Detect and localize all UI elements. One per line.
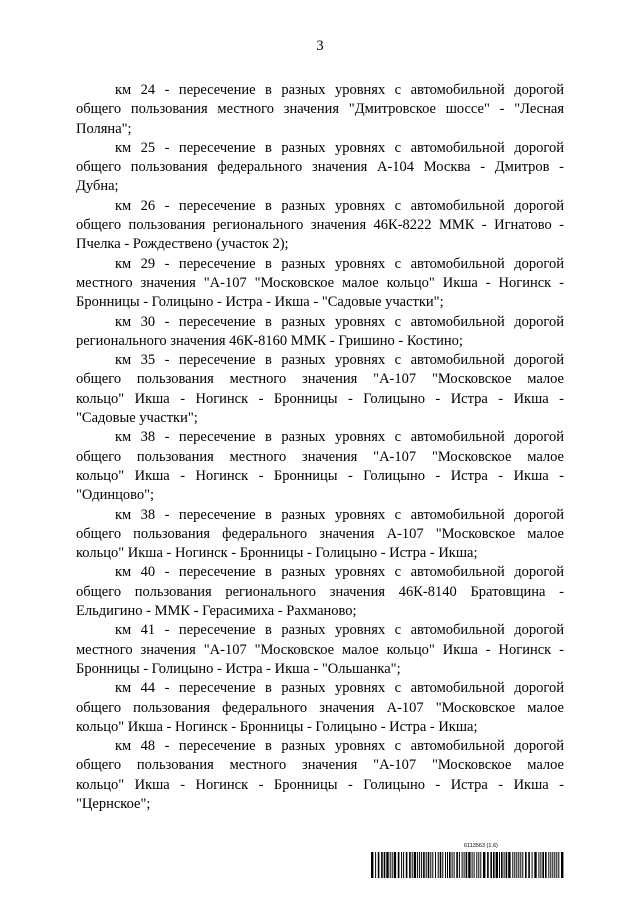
barcode-bar	[390, 852, 391, 878]
paragraph-line: кольцо" Икша - Ногинск - Бронницы - Голицыно - Истра - Икша;	[76, 545, 478, 562]
barcode-bar	[423, 852, 425, 878]
barcode-bar	[514, 852, 515, 878]
paragraph	[76, 679, 564, 737]
barcode-bar	[459, 852, 460, 878]
barcode-bar	[480, 852, 481, 878]
barcode-bar	[421, 852, 422, 878]
paragraph	[76, 737, 564, 814]
paragraph	[76, 81, 564, 139]
barcode-bar	[545, 852, 547, 878]
barcode-bar	[474, 852, 475, 878]
barcode-bar	[472, 852, 473, 878]
paragraph-line: км 26 - пересечение в разных уровнях с автомобильной дорогой	[115, 197, 564, 214]
document-body	[76, 81, 564, 814]
barcode-bar	[518, 852, 519, 878]
barcode-bar	[430, 852, 431, 878]
barcode-bar	[501, 852, 503, 878]
barcode-bar	[528, 852, 530, 878]
barcode-bar	[456, 852, 458, 878]
paragraph-line: км 38 - пересечение в разных уровнях с автомобильной дорогой	[115, 506, 564, 523]
barcode-bar	[554, 852, 555, 878]
paragraph-line: Бронницы - Голицыно - Истра - Икша - "Садовые участки";	[76, 294, 444, 311]
barcode-bar	[512, 852, 513, 878]
barcode-bar	[538, 852, 539, 878]
barcode-bar	[375, 852, 376, 878]
paragraph-line: км 24 - пересечение в разных уровнях с автомобильной дорогой	[115, 82, 564, 98]
barcode-bar	[398, 852, 400, 878]
paragraph-line: Ельдигино - ММК - Герасимиха - Рахманово;	[76, 603, 357, 620]
paragraph-line: кольцо" Икша - Ногинск - Бронницы - Голицыно - Истра - Икша -	[76, 776, 564, 793]
barcode-bar	[381, 852, 383, 878]
paragraph-line: общего пользования регионального значения 46К-8140 Братовщина -	[76, 583, 564, 600]
barcode-bar	[440, 852, 442, 878]
barcode-bar	[462, 852, 463, 878]
barcode-bar	[426, 852, 427, 878]
barcode-bar	[447, 852, 448, 878]
paragraph-line: "Садовые участки";	[76, 410, 198, 427]
paragraph-line: кольцо" Икша - Ногинск - Бронницы - Голицыно - Истра - Икша -	[76, 467, 564, 484]
barcode-bar	[468, 852, 470, 878]
paragraph	[76, 197, 564, 255]
paragraph-line: км 44 - пересечение в разных уровнях с автомобильной дорогой	[115, 680, 564, 697]
barcode-bar	[466, 852, 468, 878]
barcode-bar	[487, 852, 489, 878]
barcode-bar	[508, 852, 510, 878]
paragraph-line: км 29 - пересечение в разных уровнях с автомобильной дорогой	[115, 255, 564, 272]
paragraph-line: общего пользования регионального значения 46К-8222 ММК - Игнатово -	[76, 217, 564, 234]
barcode-bar	[438, 852, 439, 878]
barcode-bar	[550, 852, 551, 878]
document-code: 6113563 (1.6)	[464, 843, 498, 849]
paragraph-line: общего пользования местного значения "А-107 "Московское малое	[76, 371, 564, 388]
barcode-bar	[558, 852, 559, 878]
barcode-bar	[454, 852, 455, 878]
barcode-bar	[452, 852, 453, 878]
barcode-bar	[378, 852, 380, 878]
barcode-bar	[532, 852, 533, 878]
barcode-bar	[371, 852, 373, 878]
paragraph-line: общего пользования федерального значения А-107 "Московское малое	[76, 699, 564, 716]
paragraph	[76, 351, 564, 428]
paragraph	[76, 313, 564, 352]
paragraph-line: Поляна";	[76, 120, 132, 137]
barcode-bar	[476, 852, 477, 878]
barcode-bar	[556, 852, 557, 878]
paragraph	[76, 255, 564, 313]
paragraph-line: Дубна;	[76, 178, 119, 195]
barcode-bar	[540, 852, 541, 878]
paragraph-line: местного значения "А-107 "Московское малое кольцо" Икша - Ногинск -	[76, 274, 564, 291]
barcode-bar	[428, 852, 430, 878]
barcode-bar	[520, 852, 521, 878]
paragraph	[76, 506, 564, 564]
paragraph-line: местного значения "А-107 "Московское малое кольцо" Икша - Ногинск -	[76, 641, 564, 658]
barcode-bar	[561, 852, 563, 878]
barcode-bar	[442, 852, 443, 878]
barcode-bar	[522, 852, 523, 878]
paragraph-line: "Цернское";	[76, 795, 151, 812]
barcode-bar	[493, 852, 495, 878]
barcode-image	[371, 852, 564, 878]
paragraph-line: "Одинцово";	[76, 487, 155, 504]
paragraph-line: общего пользования местного значения "А-107 "Московское малое	[76, 757, 564, 774]
barcode-bar	[449, 852, 451, 878]
paragraph-line: км 30 - пересечение в разных уровнях с автомобильной дорогой	[115, 313, 564, 330]
barcode-bar	[496, 852, 498, 878]
paragraph	[76, 139, 564, 197]
barcode-bar	[534, 852, 536, 878]
barcode-bar	[401, 852, 402, 878]
paragraph-line: общего пользования федерального значения А-107 "Московское малое	[76, 525, 564, 542]
barcode-bar	[542, 852, 544, 878]
barcode-bar	[552, 852, 553, 878]
page-number: 3	[316, 38, 324, 54]
barcode-bar	[409, 852, 411, 878]
barcode-bar	[435, 852, 436, 878]
barcode-bar	[445, 852, 446, 878]
barcode-bar	[419, 852, 420, 878]
paragraph-line: км 35 - пересечение в разных уровнях с автомобильной дорогой	[115, 352, 564, 369]
paragraph-line: общего пользования местного значения "Дмитровское шоссе" - "Лесная	[76, 101, 564, 118]
barcode-bar	[483, 852, 485, 878]
barcode-bar	[504, 852, 505, 878]
barcode-bar	[432, 852, 433, 878]
barcode-bar	[384, 852, 386, 878]
barcode-bar	[516, 852, 517, 878]
barcode-bar	[414, 852, 416, 878]
paragraph-line: регионального значения 46К-8160 ММК - Гришино - Костино;	[76, 332, 463, 349]
paragraph-line: общего пользования федерального значения А-104 Москва - Дмитров -	[76, 159, 564, 176]
barcode-bar	[548, 852, 549, 878]
paragraph-line: кольцо" Икша - Ногинск - Бронницы - Голицыно - Истра - Икша -	[76, 390, 564, 407]
barcode-bar	[478, 852, 479, 878]
paragraph-line: Бронницы - Голицыно - Истра - Икша - "Ольшанка";	[76, 660, 401, 677]
barcode-bar	[386, 852, 388, 878]
barcode-bar	[490, 852, 492, 878]
barcode-bar	[394, 852, 396, 878]
barcode-bar	[499, 852, 500, 878]
barcode-bar	[417, 852, 418, 878]
paragraph-line: км 25 - пересечение в разных уровнях с автомобильной дорогой	[115, 139, 564, 156]
paragraph	[76, 428, 564, 505]
paragraph-line: км 38 - пересечение в разных уровнях с автомобильной дорогой	[115, 429, 564, 446]
paragraph	[76, 621, 564, 679]
paragraph-line: кольцо" Икша - Ногинск - Бронницы - Голицыно - Истра - Икша;	[76, 718, 478, 735]
barcode-bar	[525, 852, 527, 878]
paragraph	[76, 563, 564, 621]
barcode-bar	[403, 852, 404, 878]
paragraph-line: км 40 - пересечение в разных уровнях с автомобильной дорогой	[115, 564, 564, 581]
barcode-bar	[506, 852, 508, 878]
paragraph-line: общего пользования местного значения "А-107 "Московское малое	[76, 448, 564, 465]
barcode-bar	[412, 852, 413, 878]
paragraph-line: км 48 - пересечение в разных уровнях с автомобильной дорогой	[115, 738, 564, 755]
barcode-bar	[392, 852, 393, 878]
paragraph-line: Пчелка - Рождествено (участок 2);	[76, 236, 289, 253]
barcode-bar	[406, 852, 408, 878]
paragraph-line: км 41 - пересечение в разных уровнях с автомобильной дорогой	[115, 622, 564, 639]
barcode-bar	[464, 852, 465, 878]
